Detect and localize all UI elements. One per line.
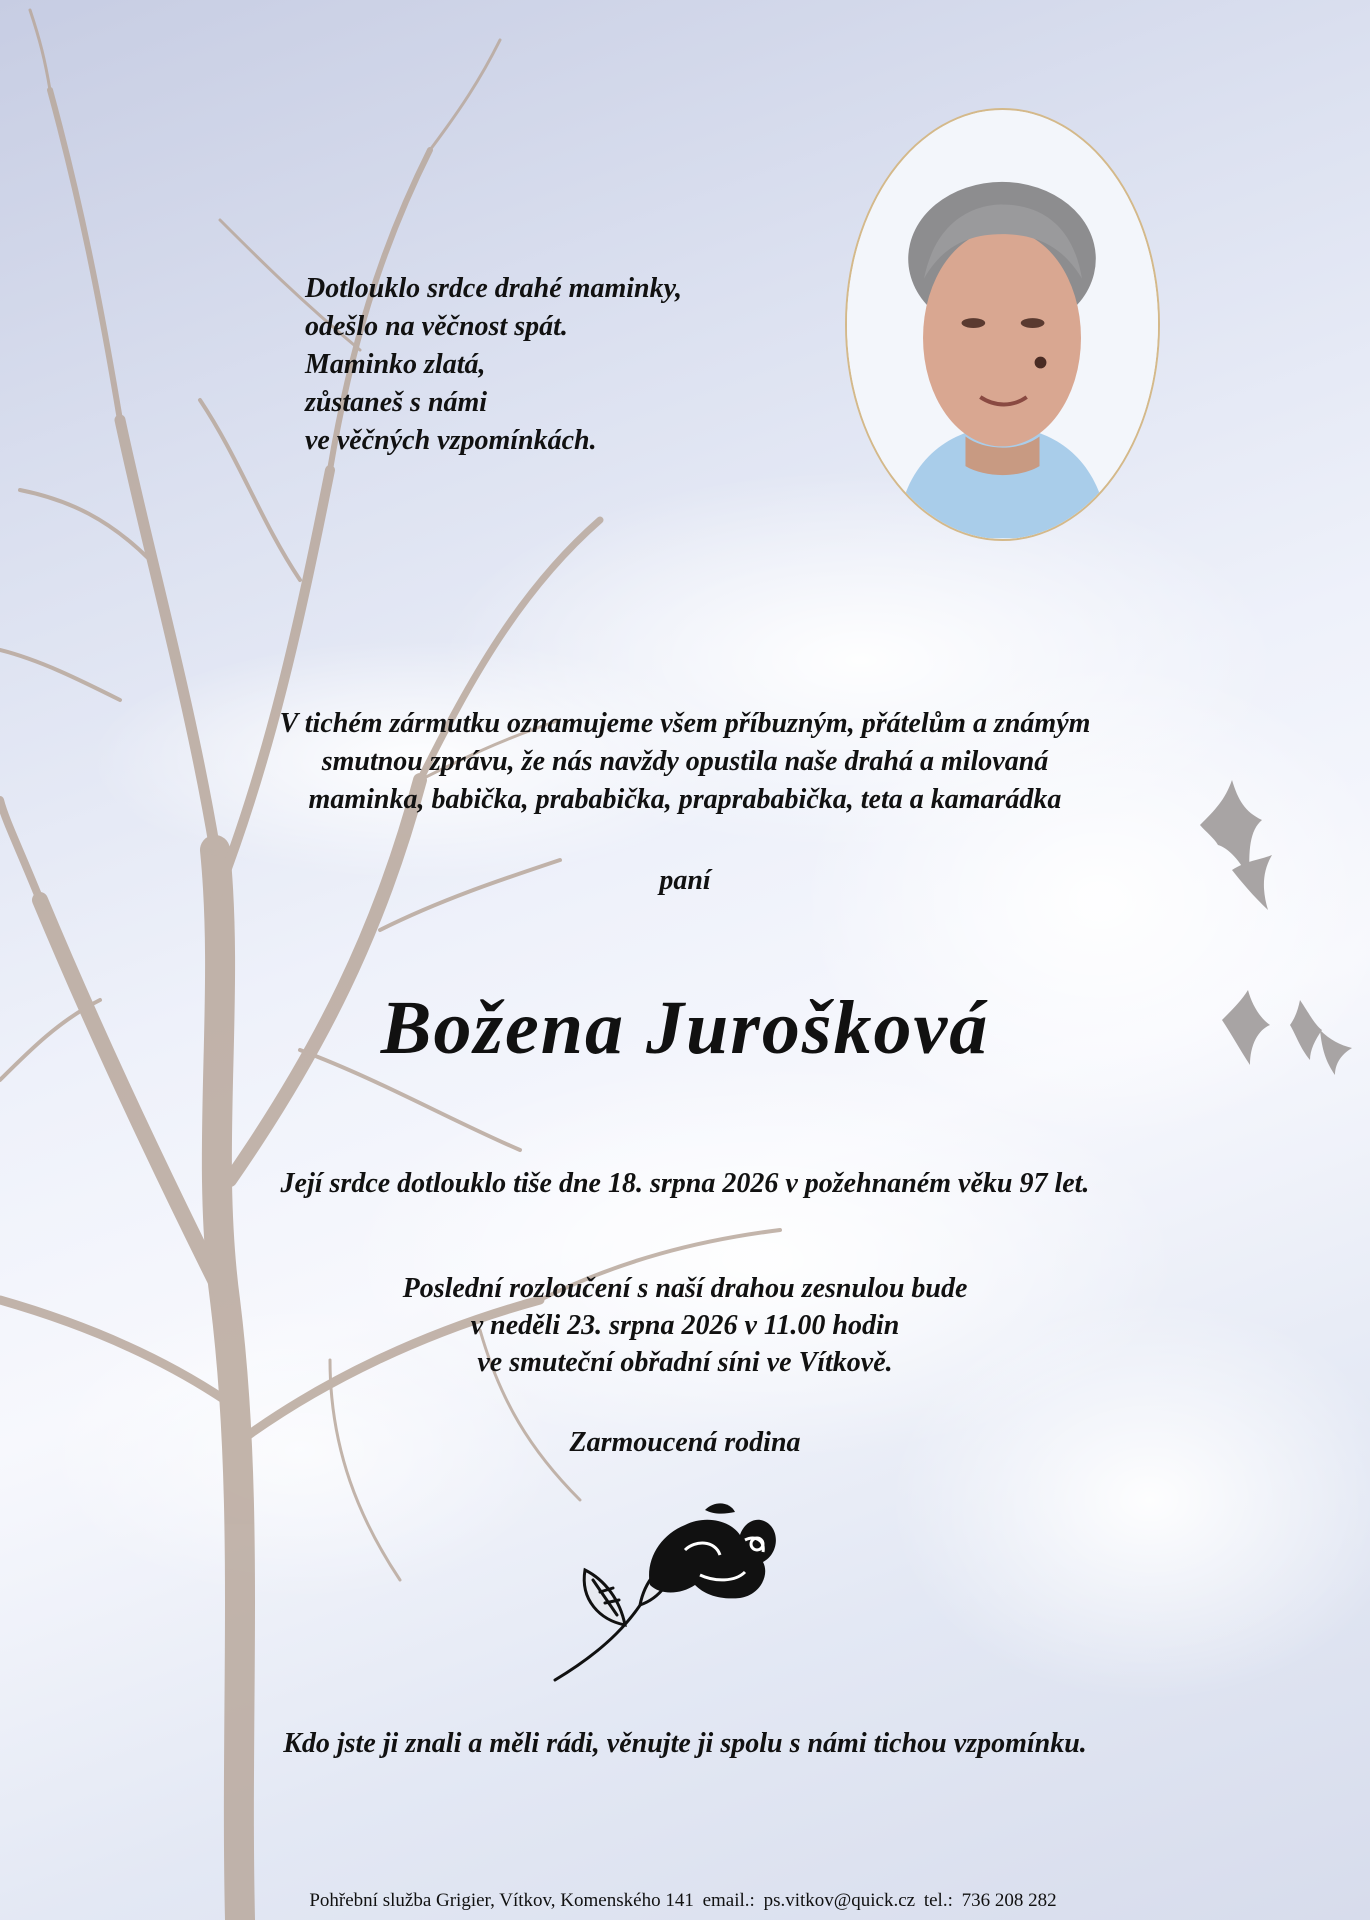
poem-line: odešlo na věčnost spát. xyxy=(305,311,568,342)
footer-email[interactable]: ps.vitkov@quick.cz xyxy=(763,1890,916,1911)
poem-line: Maminko zlatá, xyxy=(305,349,486,380)
funeral-details xyxy=(0,1270,1370,1381)
portrait-photo xyxy=(845,108,1160,541)
announcement-line: maminka, babička, prababička, praprababička, teta a kamarádka xyxy=(308,784,1062,815)
poem-line: Dotlouklo srdce drahé maminky, xyxy=(305,273,682,304)
footer-tel: 736 208 282 xyxy=(961,1890,1057,1911)
rose-icon xyxy=(545,1500,795,1690)
footer xyxy=(0,1890,1370,1912)
funeral-line: Poslední rozloučení s naší drahou zesnulou bude xyxy=(402,1273,968,1304)
portrait-icon xyxy=(847,110,1158,539)
deceased-name: Božena Jurošková xyxy=(380,986,990,1070)
announcement-line: smutnou zprávu, že nás navždy opustila naše drahá a milovaná xyxy=(321,746,1049,777)
footer-tel-label: tel.: xyxy=(923,1890,953,1911)
salutation: paní xyxy=(659,865,711,896)
announcement-line: V tichém zármutku oznamujeme všem příbuzným, přátelům a známým xyxy=(279,708,1091,739)
closing-line: Kdo jste ji znali a měli rádi, věnujte ji spolu s námi tichou vzpomínku. xyxy=(283,1728,1087,1759)
funeral-line: ve smuteční obřadní síni ve Vítkově. xyxy=(477,1347,893,1378)
footer-company: Pohřební služba Grigier, Vítkov, Komenského 141 xyxy=(309,1890,694,1911)
poem-line: zůstaneš s námi xyxy=(305,387,488,418)
family-signature: Zarmoucená rodina xyxy=(569,1427,801,1458)
poem-line: ve věčných vzpomínkách. xyxy=(305,425,597,456)
death-line: Její srdce dotlouklo tiše dne 18. srpna 2026 v požehnaném věku 97 let. xyxy=(280,1168,1090,1199)
footer-email-label: email.: xyxy=(702,1890,755,1911)
announcement xyxy=(0,705,1370,819)
funeral-line: v neděli 23. srpna 2026 v 11.00 hodin xyxy=(470,1310,900,1341)
poem xyxy=(305,270,825,460)
